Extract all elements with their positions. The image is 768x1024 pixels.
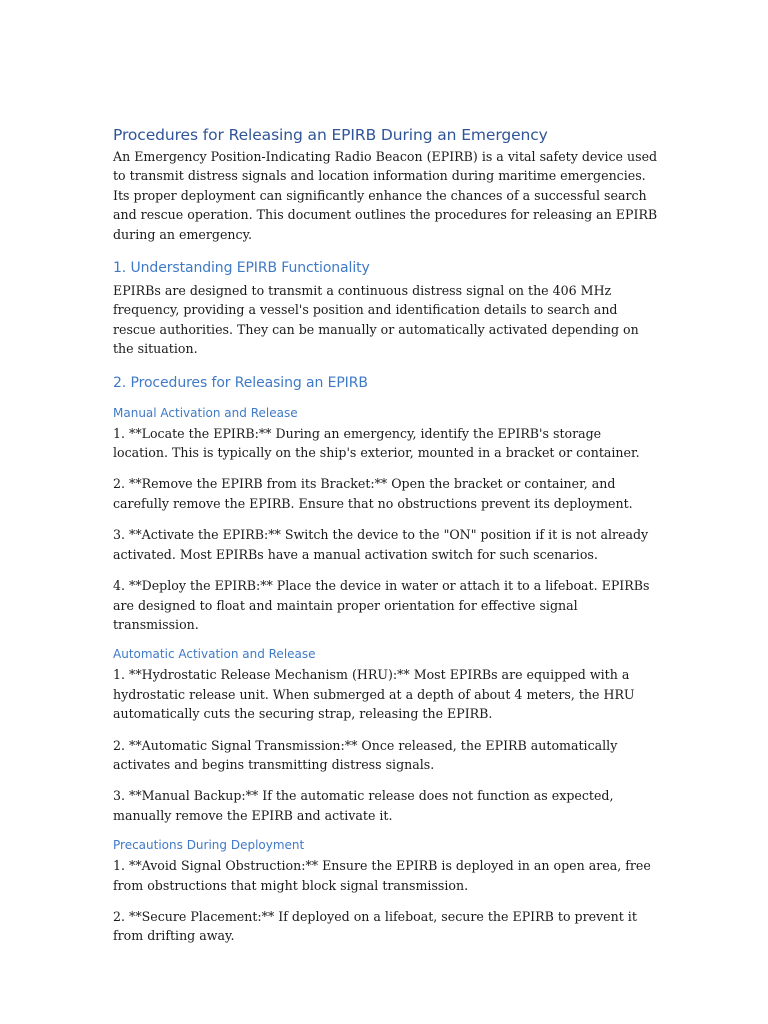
precautions-heading: Precautions During Deployment — [113, 838, 305, 853]
section-1-heading: 1. Understanding EPIRB Functionality — [113, 260, 370, 277]
section-1-body: EPIRBs are designed to transmit a continuous distress signal on the 406 MHz frequency, providing a vessel's position and identification details to search and rescue authorities. They can be manually or automatically activated depending on the situation. — [113, 283, 639, 357]
manual-step-2: 2. **Remove the EPIRB from its Bracket:** Open the bracket or container, and carefully remove the EPIRB. Ensure that no obstructions prevent its deployment. — [113, 476, 633, 511]
manual-activation-heading: Manual Activation and Release — [113, 405, 298, 420]
automatic-step-1: 1. **Hydrostatic Release Mechanism (HRU):** Most EPIRBs are equipped with a hydrostatic release unit. When submerged at a depth of about 4 meters, the HRU automatically cuts the securing strap, releasing the EPIRB. — [113, 667, 635, 722]
manual-step-1: 1. **Locate the EPIRB:** During an emergency, identify the EPIRB's storage location. This is typically on the ship's exterior, mounted in a bracket or container. — [113, 425, 640, 461]
precaution-2: 2. **Secure Placement:** If deployed on a lifeboat, secure the EPIRB to prevent it from drifting away. — [113, 908, 637, 944]
document-title: Procedures for Releasing an EPIRB During an Emergency — [113, 126, 548, 144]
automatic-activation-heading: Automatic Activation and Release — [113, 647, 316, 662]
intro-paragraph: An Emergency Position-Indicating Radio Beacon (EPIRB) is a vital safety device used to transmit distress signals and location information during maritime emergencies. Its proper deployment can significantly enhance the chances of a successful search and rescue operation. This document outlines the procedures for releasing an EPIRB during an emergency. — [113, 149, 658, 242]
automatic-step-2: 2. **Automatic Signal Transmission:** Once released, the EPIRB automatically activates and begins transmitting distress signals. — [113, 737, 618, 772]
automatic-step-3: 3. **Manual Backup:** If the automatic release does not function as expected, manually remove the EPIRB and activate it. — [113, 788, 614, 823]
document-page — [113, 124, 658, 946]
section-2-heading: 2. Procedures for Releasing an EPIRB — [113, 374, 368, 391]
manual-step-3: 3. **Activate the EPIRB:** Switch the device to the "ON" position if it is not already activated. Most EPIRBs have a manual activation switch for such scenarios. — [113, 527, 649, 562]
manual-step-4: 4. **Deploy the EPIRB:** Place the device in water or attach it to a lifeboat. EPIRBs are designed to float and maintain proper orientation for effective signal transmission. — [113, 578, 650, 632]
precaution-1: 1. **Avoid Signal Obstruction:** Ensure the EPIRB is deployed in an open area, free from obstructions that might block signal transmission. — [113, 858, 651, 893]
